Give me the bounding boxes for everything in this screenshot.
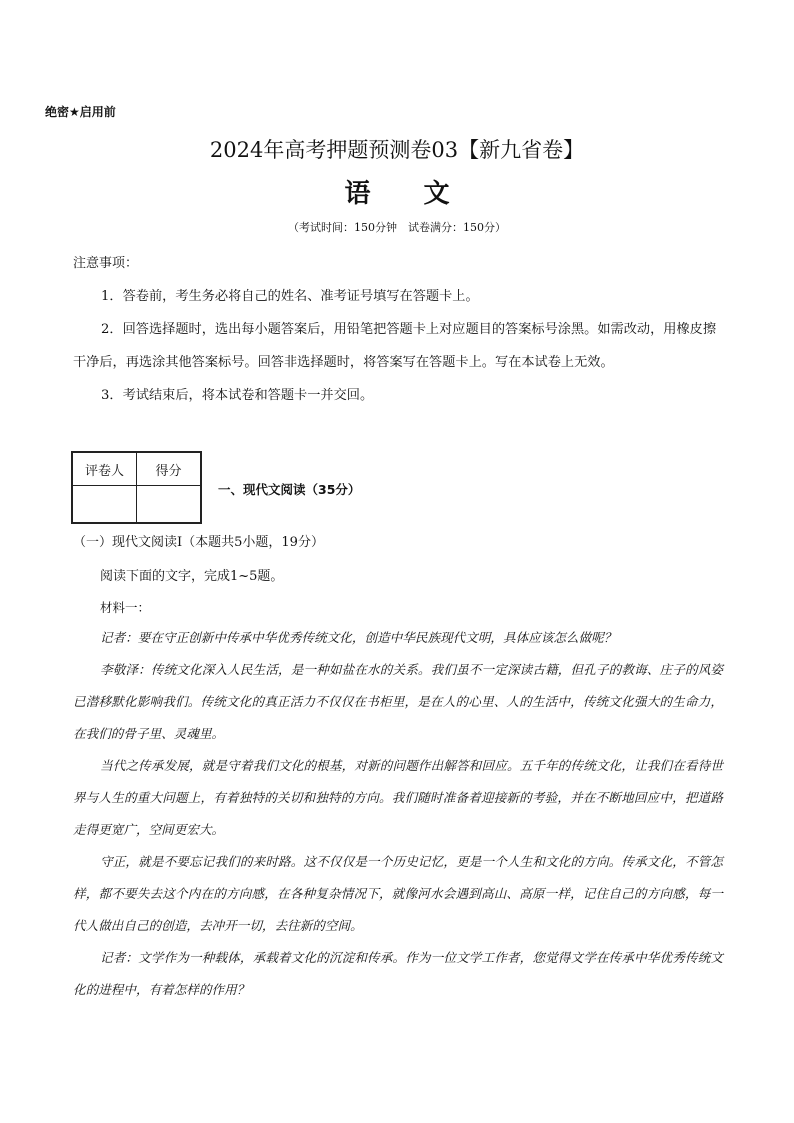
exam-info: （考试时间：150分钟 试卷满分：150分） <box>288 221 506 234</box>
score-cell <box>137 486 202 524</box>
grader-header: 评卷人 <box>72 452 137 486</box>
article-paragraph: 记者：文学作为一种载体，承载着文化的沉淀和传承。作为一位文学工作者，您觉得文学在传承中华优秀传统文化的进程中，有着怎样的作用？ <box>73 950 723 997</box>
reading-instruction: 阅读下面的文字，完成1~5题。 <box>100 569 284 584</box>
notice-item: 3．考试结束后，将本试卷和答题卡一并交回。 <box>101 388 374 403</box>
section-title: 一、现代文阅读（35分） <box>218 482 361 497</box>
score-table <box>71 451 202 524</box>
notice-list <box>73 280 723 412</box>
article-paragraph: 记者：要在守正创新中传承中华优秀传统文化，创造中华民族现代文明，具体应该怎么做呢？ <box>100 630 617 645</box>
notice-item: 1．答卷前，考生务必将自己的姓名、准考证号填写在答题卡上。 <box>101 289 479 304</box>
article-paragraph: 李敬泽：传统文化深入人民生活，是一种如盐在水的关系。我们虽不一定深读古籍，但孔子的教诲、庄子的风姿已潜移默化影响我们。传统文化的真正活力不仅仅在书柜里，是在人的心里、人的生活中，传统文化强大的生命力，在我们的骨子里、灵魂里。 <box>73 662 723 741</box>
notice-item: 2．回答选择题时，选出每小题答案后，用铅笔把答题卡上对应题目的答案标号涂黑。如需改动，用橡皮擦干净后，再选涂其他答案标号。回答非选择题时，将答案写在答题卡上。写在本试卷上无效。 <box>73 322 717 370</box>
grader-cell <box>72 486 137 524</box>
score-header: 得分 <box>137 452 202 486</box>
confidential-label: 绝密★启用前 <box>45 105 116 119</box>
article-body <box>73 622 723 1006</box>
article-paragraph: 守正，就是不要忘记我们的来时路。这不仅仅是一个历史记忆，更是一个人生和文化的方向。传承文化，不管怎样，都不要失去这个内在的方向感，在各种复杂情况下，就像河水会遇到高山、高原一样，记住自己的方向感，每一代人做出自己的创造，去冲开一切，去往新的空间。 <box>73 854 723 933</box>
exam-title: 2024年高考押题预测卷03【新九省卷】 <box>209 138 585 162</box>
subject-title: 语 文 <box>344 179 472 209</box>
notice-title: 注意事项： <box>73 256 139 271</box>
subsection-title: （一）现代文阅读Ⅰ（本题共5小题，19分） <box>73 535 324 550</box>
material-label: 材料一： <box>100 600 151 615</box>
article-paragraph: 当代之传承发展，就是守着我们文化的根基，对新的问题作出解答和回应。五千年的传统文化，让我们在看待世界与人生的重大问题上，有着独特的关切和独特的方向。我们随时准备着迎接新的考验，并在不断地回应中，把道路走得更宽广，空间更宏大。 <box>73 758 723 837</box>
